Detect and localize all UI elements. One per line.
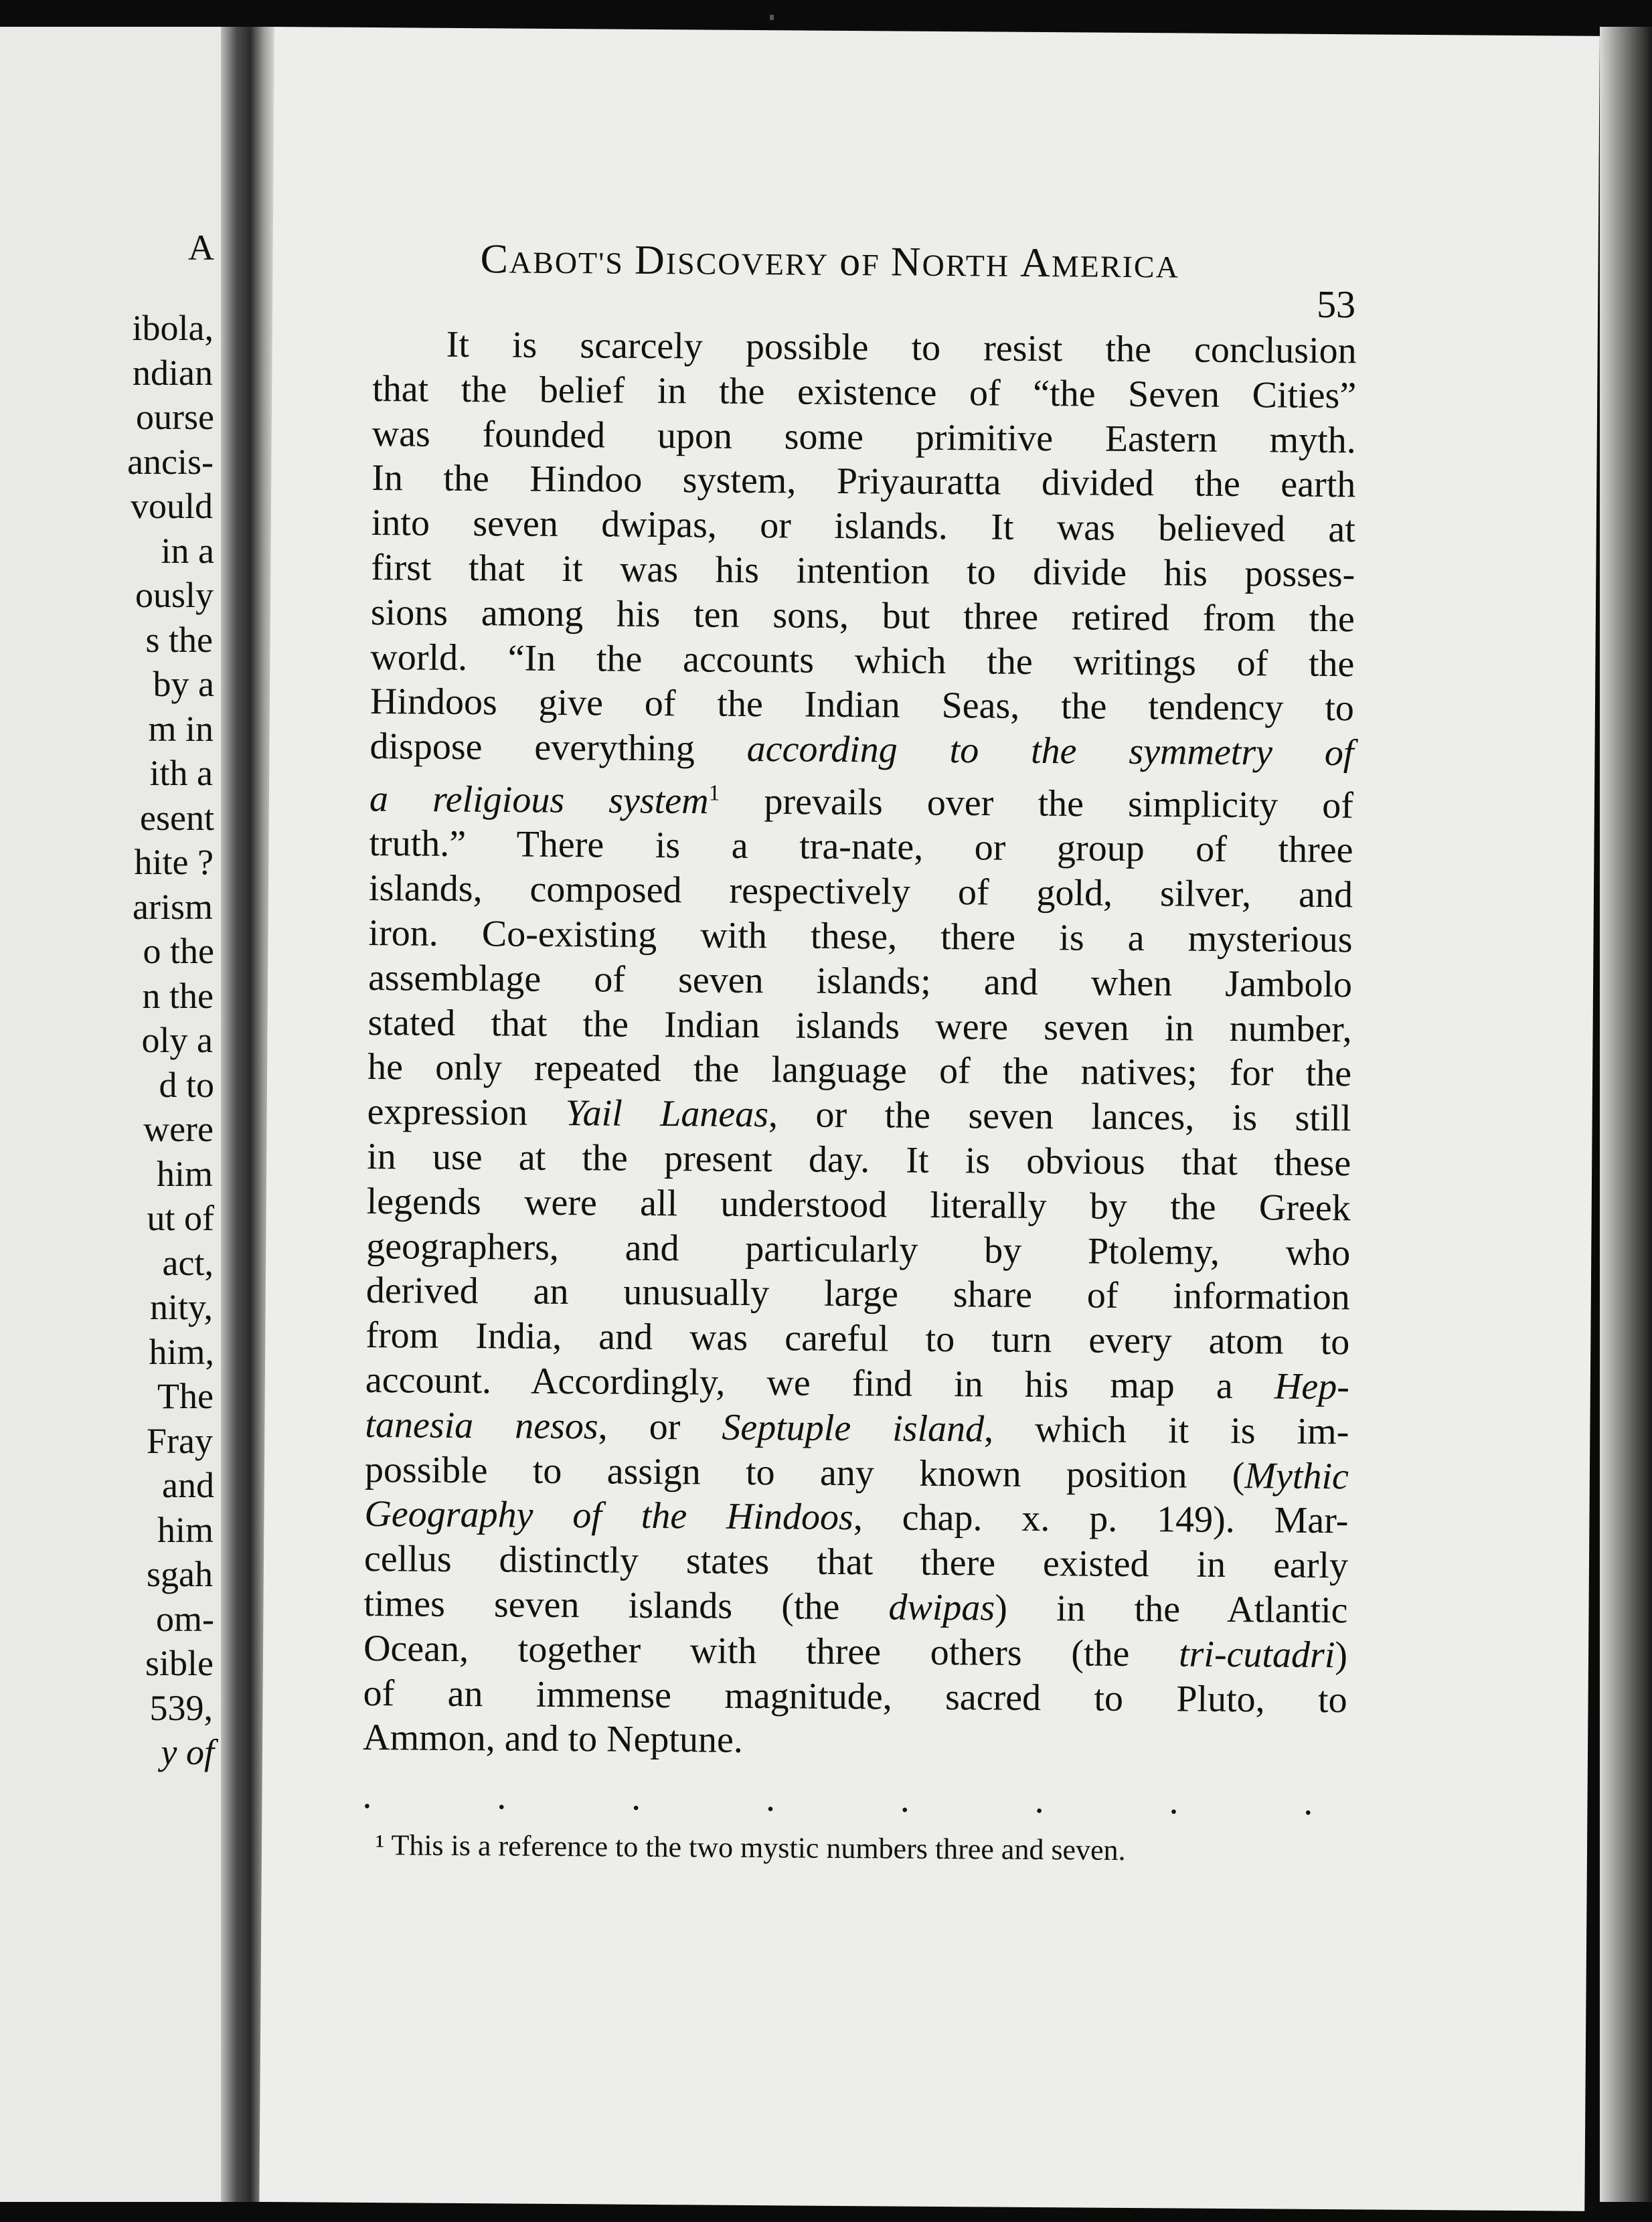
left-page-line: act, <box>162 1242 214 1283</box>
left-page-line: s the <box>145 619 213 660</box>
left-page-line: hite ? <box>134 842 214 882</box>
left-page-line: sible <box>145 1643 214 1683</box>
body-line: world. “In the accounts which the writings of the <box>370 636 1355 685</box>
left-page-line: were <box>143 1109 214 1149</box>
ellipsis-dot: . <box>1303 1781 1313 1823</box>
left-page-line: nity, <box>150 1287 213 1327</box>
body-line: islands, composed respectively of gold, silver, and <box>368 867 1353 916</box>
body-line: he only repeated the language of the natives; for the <box>367 1046 1352 1095</box>
left-page-line: A <box>188 228 214 268</box>
ellipsis-dot: . <box>631 1776 641 1818</box>
body-line: stated that the Indian islands were seven in number, <box>367 1001 1352 1050</box>
footnote: ¹ This is a reference to the two mystic numbers three and seven. <box>375 1828 1126 1867</box>
body-line: dispose everything according to the symmetry of <box>369 725 1354 774</box>
body-line: It is scarcely possible to resist the conclusion <box>446 323 1357 372</box>
left-page-line: ith a <box>149 753 213 793</box>
ellipsis-dot: . <box>362 1774 372 1817</box>
page-edge <box>1600 27 1652 2202</box>
body-line: was founded upon some primitive Eastern myth. <box>371 412 1356 461</box>
body-line: in use at the present day. It is obvious that these <box>367 1136 1351 1185</box>
body-line: possible to assign to any known position (Mythic <box>364 1448 1349 1497</box>
ellipsis-dot: . <box>497 1776 507 1818</box>
left-page-line: in a <box>161 530 214 571</box>
body-line: from India, and was careful to turn every atom to <box>365 1314 1350 1363</box>
body-line: In the Hindoo system, Priyauratta divided the earth <box>371 457 1356 506</box>
body-line: legends were all understood literally by the Greek <box>366 1180 1351 1229</box>
ellipsis-row <box>362 1774 1313 1824</box>
left-page-line: sgah <box>147 1554 213 1594</box>
body-text <box>363 322 1357 1767</box>
body-line: that the belief in the existence of “the Seven Cities” <box>372 367 1357 417</box>
left-page-line: him <box>156 1153 213 1194</box>
left-page-line: 539, <box>149 1687 213 1728</box>
running-head <box>480 236 1618 291</box>
body-line: expression Yail Laneas, or the seven lances, is still <box>367 1091 1351 1140</box>
left-page-line: and <box>162 1465 214 1505</box>
body-line: Hindoos give of the Indian Seas, the tendency to <box>369 681 1355 730</box>
body-line: assemblage of seven islands; and when Jambolo <box>367 956 1353 1006</box>
left-page-line: ut of <box>147 1198 214 1238</box>
ellipsis-dot: . <box>1169 1780 1179 1822</box>
body-line: into seven dwipas, or islands. It was believed at <box>371 502 1356 551</box>
left-page-line: n the <box>142 975 214 1016</box>
left-page-line: Fray <box>147 1420 213 1461</box>
left-page-line: o the <box>143 931 214 971</box>
body-line: derived an unusually large share of information <box>365 1270 1351 1318</box>
ellipsis-dot: . <box>765 1778 776 1820</box>
left-page-line: by a <box>153 664 214 704</box>
body-line: first that it was his intention to divide his posses- <box>371 547 1355 596</box>
left-page <box>0 27 221 2202</box>
body-line: tanesia nesos, or Septuple island, which it is im- <box>365 1403 1349 1453</box>
left-page-line: m in <box>148 708 214 749</box>
ellipsis-dot: . <box>900 1778 910 1820</box>
body-line: Ocean, together with three others (the tri-cutadri) <box>363 1627 1348 1677</box>
body-line: times seven islands (the dwipas) in the Atlantic <box>363 1582 1348 1632</box>
left-page-line: om- <box>156 1598 214 1639</box>
ellipsis-dot: . <box>1034 1779 1044 1822</box>
left-page-line: ously <box>135 575 214 615</box>
left-page-line: vould <box>130 486 213 526</box>
left-page-line: him, <box>149 1331 214 1372</box>
left-page-line: y of <box>161 1732 214 1772</box>
body-line: sions among his ten sons, but three retired from the <box>370 591 1355 640</box>
body-line: Ammon, and to Neptune. <box>362 1717 744 1762</box>
body-line: truth.” There is a tra-nate, or group of three <box>369 823 1353 871</box>
left-page-line: ndian <box>133 352 213 393</box>
left-page-line: d to <box>159 1064 214 1105</box>
left-page-line: esent <box>140 797 214 838</box>
body-line: iron. Co-existing with these, there is a mysterious <box>368 912 1353 961</box>
scan-speck <box>770 15 774 20</box>
left-page-line: ibola, <box>132 308 214 348</box>
running-head-text: CABOT'S DISCOVERY oF NORTH AMERICA <box>480 236 1179 286</box>
left-page-line: him <box>157 1509 214 1550</box>
left-page-line: arism <box>133 886 213 927</box>
left-page-line: ourse <box>136 397 214 437</box>
body-line: cellus distinctly states that there existed in early <box>363 1538 1349 1587</box>
body-line: account. Accordingly, we find in his map a Hep- <box>365 1359 1350 1408</box>
body-line: Geography of the Hindoos, chap. x. p. 149). Mar- <box>364 1493 1349 1542</box>
left-page-line: ancis- <box>127 441 214 482</box>
left-page-line: The <box>157 1376 214 1416</box>
body-line: of an immense magnitude, sacred to Pluto, to <box>363 1672 1347 1721</box>
page-number: 53 <box>1316 282 1356 327</box>
body-line: geographers, and particularly by Ptolemy, who <box>366 1225 1351 1274</box>
body-line: a religious system$^1$ prevails over the simplicity of <box>369 778 1354 827</box>
left-page-line: oly a <box>141 1020 213 1060</box>
right-page <box>259 27 1600 2211</box>
